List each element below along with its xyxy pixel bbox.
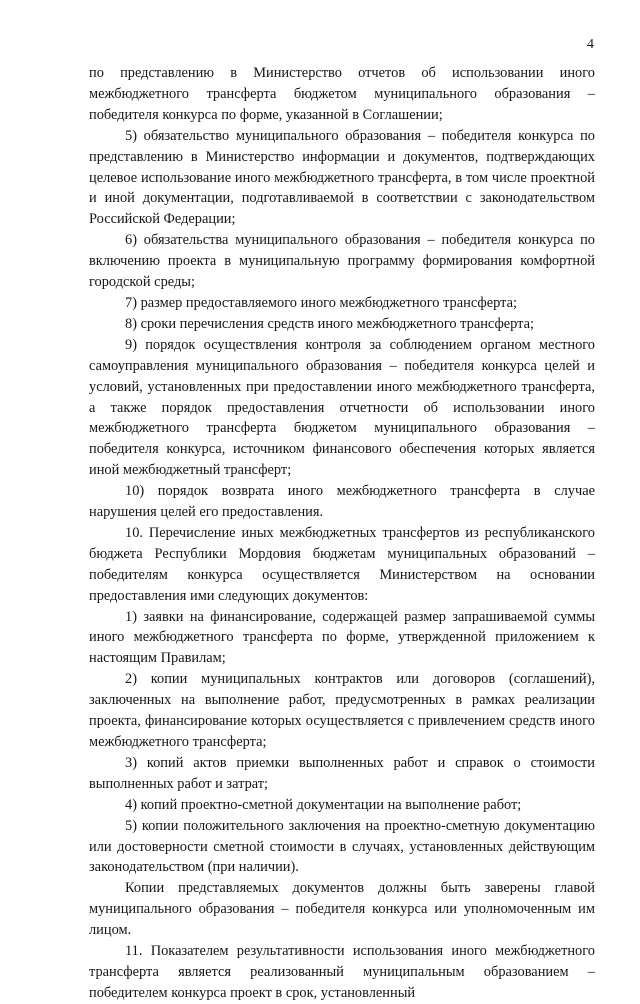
paragraph: 10) порядок возврата иного межбюджетного трансферта в случае нарушения целей его предоставления. [89, 483, 595, 521]
page-number: 4 [587, 37, 594, 52]
paragraph: 3) копий актов приемки выполненных работ и справок о стоимости выполненных работ и затрат; [89, 754, 595, 792]
paragraph: 5) обязательство муниципального образования – победителя конкурса по представлению в Министерство информации и документов, подтверждающих целевое использование иного межбюджетного трансферта, в том числе проектной и иной документации, подготавливаемой в соответствии с законодательством Российской Федерации; [89, 127, 595, 228]
document-body [89, 63, 595, 1004]
paragraph: Копии представляемых документов должны быть заверены главой муниципального образования – победителя конкурса или уполномоченным им лицом. [89, 880, 595, 939]
paragraph: 8) сроки перечисления средств иного межбюджетного трансферта; [125, 315, 535, 332]
paragraph: 11. Показателем результативности использования иного межбюджетного трансферта является реализованный муниципальным образованием – победителем конкурса проект в срок, установленный [89, 943, 595, 1001]
paragraph: 10. Перечисление иных межбюджетных трансфертов из республиканского бюджета Республики Мордовия бюджетам муниципальных образований – победителям конкурса осуществляется Министерством на основании предоставления ими следующих документов: [89, 524, 595, 604]
paragraph: 1) заявки на финансирование, содержащей размер запрашиваемой суммы иного межбюджетного трансферта по форме, утвержденной приложением к настоящим Правилам; [89, 608, 595, 667]
paragraph: 4) копий проектно-сметной документации на выполнение работ; [125, 796, 522, 813]
paragraph: 5) копии положительного заключения на проектно-сметную документацию или достоверности сметной стоимости в случаях, установленных действующим законодательством (при наличии). [89, 817, 595, 876]
paragraph: по представлению в Министерство отчетов об использовании иного межбюджетного трансферта бюджетом муниципального образования – победителя конкурса по форме, указанной в Соглашении; [89, 65, 595, 123]
paragraph: 2) копии муниципальных контрактов или договоров (соглашений), заключенных на выполнение работ, предусмотренных в рамках реализации проекта, финансирование которых осуществляется с привлечением средств иного межбюджетного трансферта; [89, 671, 595, 750]
paragraph: 6) обязательства муниципального образования – победителя конкурса по включению проекта в муниципальную программу формирования комфортной городской среды; [89, 232, 595, 291]
paragraph: 9) порядок осуществления контроля за соблюдением органом местного самоуправления муниципального образования – победителя конкурса целей и условий, установленных при предоставлении иного межбюджетного трансферта, а также порядок предоставления отчетности об использовании иного межбюджетного трансферта бюджетом муниципального образования – победителя конкурса, источником финансового обеспечения которых является иной межбюджетный трансферт; [89, 336, 595, 479]
paragraph: 7) размер предоставляемого иного межбюджетного трансферта; [125, 294, 517, 311]
